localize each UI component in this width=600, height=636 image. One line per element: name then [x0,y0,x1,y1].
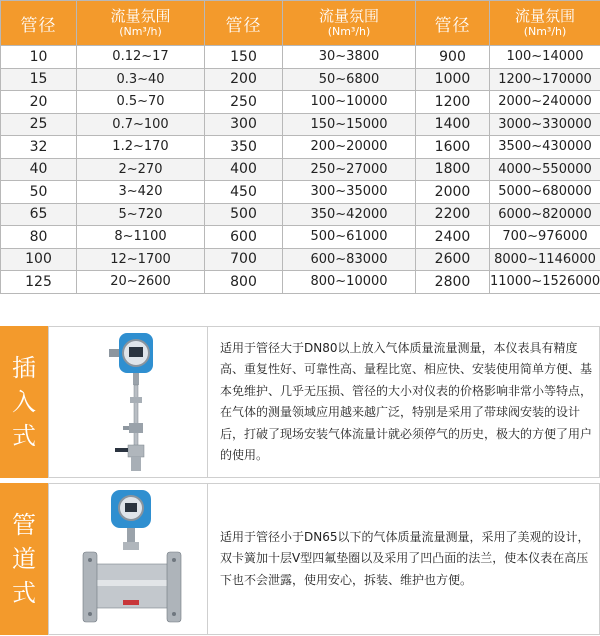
section-label-box [0,326,48,478]
flow-range-cell: 300~35000 [283,181,416,204]
flow-range-cell: 200~20000 [283,136,416,159]
header-flow-range [283,1,416,46]
flow-range-cell: 5000~680000 [490,181,600,204]
header-flow-unit: (Nm³/h) [490,25,600,39]
table-row [1,158,600,181]
header-pipe-size: 管径 [205,1,283,46]
section-description-box [208,483,600,635]
flow-range-cell: 3000~330000 [490,113,600,136]
section-label: 插入式 [11,351,37,453]
flow-range-cell: 0.5~70 [77,91,205,114]
header-flow-unit: (Nm³/h) [283,25,415,39]
pipe-size-cell: 400 [205,158,283,181]
pipe-size-cell: 2000 [416,181,490,204]
pipeline-type-section [0,483,600,635]
pipe-size-cell: 50 [1,181,77,204]
flow-range-cell: 2~270 [77,158,205,181]
flow-range-cell: 150~15000 [283,113,416,136]
flow-range-cell: 12~1700 [77,248,205,271]
pipe-size-cell: 100 [1,248,77,271]
pipe-size-cell: 700 [205,248,283,271]
flow-range-cell: 0.3~40 [77,68,205,91]
flow-range-cell: 4000~550000 [490,158,600,181]
insertion-meter-image [48,326,208,478]
pipe-size-cell: 2800 [416,271,490,294]
table-row [1,271,600,294]
flow-range-cell: 2000~240000 [490,91,600,114]
pipe-size-cell: 40 [1,158,77,181]
spec-table [0,0,600,294]
pipe-size-cell: 200 [205,68,283,91]
flow-range-cell: 3~420 [77,181,205,204]
spec-table-body [1,46,600,294]
pipe-size-cell: 450 [205,181,283,204]
flow-range-cell: 500~61000 [283,226,416,249]
pipe-size-cell: 32 [1,136,77,159]
pipe-size-cell: 2600 [416,248,490,271]
flow-range-cell: 50~6800 [283,68,416,91]
pipe-size-cell: 65 [1,203,77,226]
section-description: 适用于管径小于DN65以下的气体质量流量测量，采用了美观的设计，双卡簧加十层V型四氟垫圈以及采用了凹凸面的法兰，使本仪表在高压下也不会泄露，使用安心，拆装、维护也方便。 [208,527,599,592]
flow-range-cell: 1200~170000 [490,68,600,91]
insertion-type-section [0,326,600,478]
pipe-size-cell: 20 [1,91,77,114]
pipe-size-cell: 1600 [416,136,490,159]
flow-range-cell: 6000~820000 [490,203,600,226]
pipe-size-cell: 1200 [416,91,490,114]
flow-range-cell: 8000~1146000 [490,248,600,271]
pipe-size-cell: 1800 [416,158,490,181]
section-label-box [0,483,48,635]
header-flow-title: 流量氛围 [77,8,204,25]
pipe-size-cell: 500 [205,203,283,226]
flow-range-cell: 600~83000 [283,248,416,271]
pipe-size-cell: 250 [205,91,283,114]
table-row [1,136,600,159]
pipeline-flowmeter-icon [49,484,209,636]
flow-range-cell: 5~720 [77,203,205,226]
header-flow-range [490,1,600,46]
flow-range-cell: 700~976000 [490,226,600,249]
pipe-size-cell: 800 [205,271,283,294]
header-pipe-size: 管径 [1,1,77,46]
table-row [1,91,600,114]
flow-range-cell: 800~10000 [283,271,416,294]
pipe-size-cell: 350 [205,136,283,159]
flow-range-cell: 20~2600 [77,271,205,294]
table-row [1,203,600,226]
table-header-row [1,1,600,46]
pipe-size-cell: 2400 [416,226,490,249]
table-row [1,181,600,204]
pipe-size-cell: 2200 [416,203,490,226]
flow-range-cell: 30~3800 [283,46,416,69]
header-flow-range [77,1,205,46]
header-flow-title: 流量氛围 [283,8,415,25]
header-flow-title: 流量氛围 [490,8,600,25]
pipe-size-cell: 300 [205,113,283,136]
pipe-size-cell: 80 [1,226,77,249]
section-description-box [208,326,600,478]
pipe-size-cell: 1400 [416,113,490,136]
pipe-size-cell: 150 [205,46,283,69]
header-flow-unit: (Nm³/h) [77,25,204,39]
product-sections [0,326,600,635]
flow-range-cell: 1.2~170 [77,136,205,159]
pipe-size-cell: 600 [205,226,283,249]
flow-range-cell: 8~1100 [77,226,205,249]
header-pipe-size: 管径 [416,1,490,46]
table-row [1,68,600,91]
table-row [1,113,600,136]
table-row [1,248,600,271]
table-row [1,226,600,249]
section-label: 管道式 [11,508,37,610]
flow-range-cell: 0.7~100 [77,113,205,136]
pipe-size-cell: 1000 [416,68,490,91]
pipe-size-cell: 900 [416,46,490,69]
table-row [1,46,600,69]
flow-range-cell: 250~27000 [283,158,416,181]
flow-range-cell: 0.12~17 [77,46,205,69]
pipe-size-cell: 15 [1,68,77,91]
flow-range-cell: 350~42000 [283,203,416,226]
flow-range-cell: 3500~430000 [490,136,600,159]
pipe-size-cell: 125 [1,271,77,294]
pipe-size-cell: 10 [1,46,77,69]
insertion-flowmeter-icon [49,327,209,479]
pipeline-meter-image [48,483,208,635]
flow-range-cell: 100~14000 [490,46,600,69]
pipe-size-cell: 25 [1,113,77,136]
section-description: 适用于管径大于DN80以上放入气体质量流量测量，本仪表具有精度高、重复性好、可靠性高、量程比宽、相应快、安装使用简单方便、基本免维护、几乎无压损、管径的大小对仪表的价格影响非常小等特点，在气体的测量领域应用越来越广泛，特别是采用了带球阀安装的设计后，打破了现场安装气体流量计就必须停气的历史，极大的方便了用户的使用。 [208,338,599,467]
flow-range-cell: 100~10000 [283,91,416,114]
flow-range-cell: 11000~1526000 [490,271,600,294]
